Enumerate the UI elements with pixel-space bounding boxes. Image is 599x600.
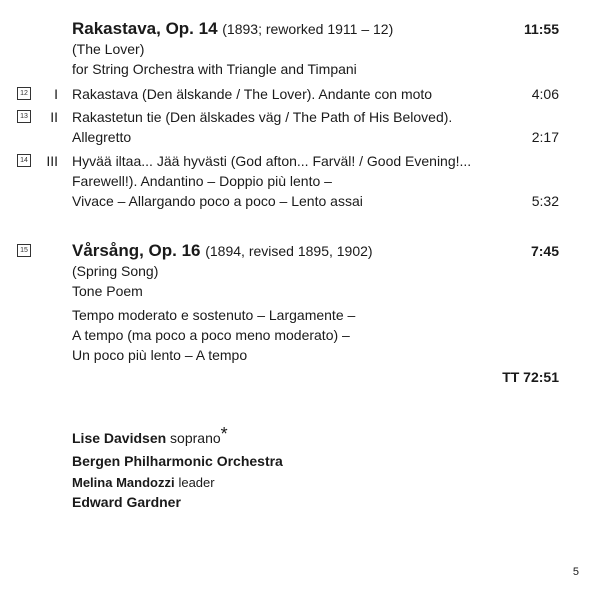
movement-line: Vivace – Allargando poco a poco – Lento assai: [72, 193, 363, 209]
total-time: TT 72:51: [502, 369, 559, 385]
work1-duration: 11:55: [523, 21, 559, 37]
track-number-box: 14: [17, 154, 31, 167]
work2-duration: 7:45: [530, 243, 559, 259]
work2-subtitle: (Spring Song): [72, 263, 159, 279]
work2-title: Vårsång, Op. 16: [72, 241, 201, 260]
movement-line: Rakastava (Den älskande / The Lover). Andante con moto: [72, 86, 433, 102]
asterisk-mark: *: [220, 424, 228, 444]
page-number: 5: [572, 566, 579, 578]
movement-duration: 4:06: [531, 86, 559, 102]
orchestra-credit: Bergen Philharmonic Orchestra: [72, 453, 283, 469]
soloist-credit: [72, 424, 228, 448]
tempo-line: Tempo moderato e sostenuto – Largamente –: [72, 307, 356, 323]
movement-line: Hyvää iltaa... Jää hyvästi (God afton... Farväl! / Good Evening!...: [72, 153, 472, 169]
track-number-box: 15: [17, 244, 31, 257]
movement-numeral: I: [54, 86, 58, 102]
soloist-role: soprano: [170, 430, 221, 446]
work1-meta: (1893; reworked 1911 – 12): [222, 21, 394, 37]
work1-title: Rakastava, Op. 14: [72, 19, 218, 38]
work2-genre: Tone Poem: [72, 283, 143, 299]
movement-duration: 2:17: [531, 129, 559, 145]
movement-line: Farewell!). Andantino – Doppio più lento –: [72, 173, 332, 189]
movement-line: Rakastetun tie (Den älskades väg / The Path of His Beloved).: [72, 109, 453, 125]
work1-scoring: for String Orchestra with Triangle and Timpani: [72, 61, 357, 77]
tempo-line: Un poco più lento – A tempo: [72, 347, 248, 363]
work2-meta: (1894, revised 1895, 1902): [205, 243, 373, 259]
movement-numeral: III: [46, 153, 58, 169]
leader-credit: [72, 472, 215, 493]
movement-numeral: II: [50, 109, 58, 125]
track-number-box: 12: [17, 87, 31, 100]
work1-subtitle: (The Lover): [72, 41, 145, 57]
movement-line: Allegretto: [72, 129, 132, 145]
leader-role: leader: [178, 475, 215, 490]
movement-duration: 5:32: [531, 193, 559, 209]
work2-heading: [72, 240, 373, 262]
work1-heading: [72, 18, 393, 40]
soloist-name: Lise Davidsen: [72, 430, 167, 446]
track-number-box: 13: [17, 110, 31, 123]
conductor-credit: Edward Gardner: [72, 494, 181, 510]
tempo-line: A tempo (ma poco a poco meno moderato) –: [72, 327, 350, 343]
leader-name: Melina Mandozzi: [72, 475, 175, 490]
